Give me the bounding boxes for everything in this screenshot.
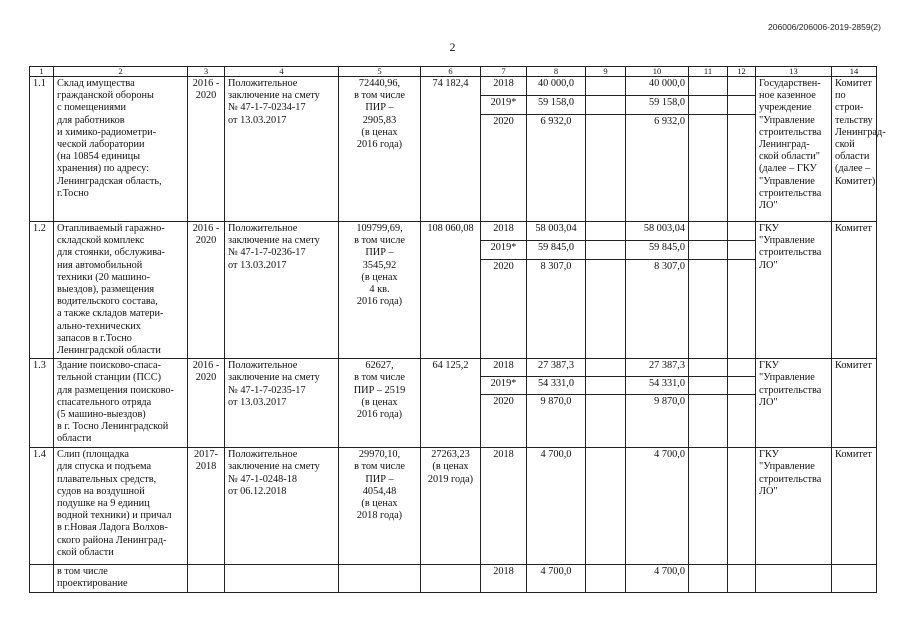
expert-conclusion: Положительное заключение на смету № 47-1-7-0236-17 от 13.03.2017	[225, 222, 339, 359]
construction-objects-table	[29, 66, 886, 593]
column-number: 3	[188, 67, 225, 77]
expert-conclusion: Положительное заключение на смету № 47-1-7-0234-17 от 13.03.2017	[225, 77, 339, 222]
row-number: 1.3	[30, 359, 54, 448]
empty-cell	[586, 260, 626, 359]
row-number: 1.4	[30, 448, 54, 565]
funding-amount: 6 932,0	[527, 115, 586, 222]
funding-year: 2018	[481, 448, 527, 565]
column-number: 10	[626, 67, 689, 77]
document-registration-number: 206006/206006-2019-2859(2)	[768, 22, 881, 32]
funding-year: 2018	[481, 222, 527, 241]
column-number: 8	[527, 67, 586, 77]
estimated-cost: 109799,69, в том числе ПИР – 3545,92 (в ценах 4 кв. 2016 года)	[339, 222, 421, 359]
col6-value: 108 060,08	[421, 222, 481, 359]
column-number: 1	[30, 67, 54, 77]
empty-cell	[586, 96, 626, 115]
customer: ГКУ "Управление строительства ЛО"	[756, 222, 832, 359]
construction-period: 2016 - 2020	[188, 77, 225, 222]
col10-amount: 40 000,0	[626, 77, 689, 96]
empty-cell	[689, 448, 728, 565]
col6-value: 74 182,4	[421, 77, 481, 222]
empty-cell	[586, 222, 626, 241]
customer: Государствен- ное казенное учреждение "Управление строительства Ленинград- ской области" (далее – ГКУ "Управление строительства ЛО"	[756, 77, 832, 222]
col6-value: 27263,23 (в ценах 2019 года)	[421, 448, 481, 565]
col10-amount: 58 003,04	[626, 222, 689, 241]
funding-year: 2018	[481, 77, 527, 96]
column-number: 7	[481, 67, 527, 77]
empty-cell	[586, 115, 626, 222]
empty-cell	[586, 395, 626, 448]
empty-cell	[728, 115, 756, 222]
funding-amount: 9 870,0	[527, 395, 586, 448]
col10-amount: 4 700,0	[626, 448, 689, 565]
column-number: 6	[421, 67, 481, 77]
funding-year: 2020	[481, 260, 527, 359]
empty-cell	[689, 241, 728, 260]
construction-period: 2017- 2018	[188, 448, 225, 565]
column-number-header-row	[30, 67, 877, 77]
row-number: 1.1	[30, 77, 54, 222]
empty-cell	[728, 377, 756, 395]
col10-amount: 27 387,3	[626, 359, 689, 377]
empty-cell	[689, 260, 728, 359]
empty-cell	[728, 260, 756, 359]
construction-period: 2016 - 2020	[188, 222, 225, 359]
col10-amount: 4 700,0	[626, 565, 689, 592]
empty-cell	[728, 448, 756, 565]
empty-cell	[225, 565, 339, 592]
object-name: Склад имущества гражданской обороны с помещениями для работников и химико-радиометри- ческой лаборатории (на 10854 единицы хранения) по адресу: Ленинградская область, г.Тосно	[54, 77, 188, 222]
col10-amount: 6 932,0	[626, 115, 689, 222]
row-number: 1.2	[30, 222, 54, 359]
funding-year: 2019*	[481, 377, 527, 395]
col10-amount: 8 307,0	[626, 260, 689, 359]
table-row	[30, 448, 877, 565]
customer: ГКУ "Управление строительства ЛО"	[756, 359, 832, 448]
funding-amount: 58 003,04	[527, 222, 586, 241]
construction-period: 2016 - 2020	[188, 359, 225, 448]
column-number: 5	[339, 67, 421, 77]
col10-amount: 54 331,0	[626, 377, 689, 395]
empty-cell	[339, 565, 421, 592]
expert-conclusion: Положительное заключение на смету № 47-1-7-0235-17 от 13.03.2017	[225, 359, 339, 448]
empty-cell	[728, 565, 756, 592]
table-row	[30, 359, 877, 377]
column-number: 14	[832, 67, 877, 77]
empty-cell	[728, 222, 756, 241]
col10-amount: 59 845,0	[626, 241, 689, 260]
empty-cell	[188, 565, 225, 592]
funding-amount: 59 845,0	[527, 241, 586, 260]
object-name: Слип (площадка для спуска и подъема плавательных средств, судов на воздушной подушке на 9 единиц водной техники) и причал в г.Новая Ладога Волхов- ского района Ленинград- ской области	[54, 448, 188, 565]
column-number: 12	[728, 67, 756, 77]
funding-year: 2019*	[481, 96, 527, 115]
empty-cell	[689, 115, 728, 222]
funding-amount: 4 700,0	[527, 448, 586, 565]
empty-cell	[421, 565, 481, 592]
column-number: 13	[756, 67, 832, 77]
col10-amount: 9 870,0	[626, 395, 689, 448]
funding-amount: 8 307,0	[527, 260, 586, 359]
empty-cell	[586, 565, 626, 592]
empty-cell	[586, 377, 626, 395]
empty-cell	[756, 565, 832, 592]
funding-amount: 40 000,0	[527, 77, 586, 96]
empty-cell	[689, 359, 728, 377]
col6-value: 64 125,2	[421, 359, 481, 448]
empty-cell	[689, 222, 728, 241]
object-name: Отапливаемый гаражно- складской комплекс для стоянки, обслужива- ния автомобильной техники (20 машино- выездов), размещения водительского состава, а также складов матери- ально-технических запасов в г.Тосно Ленинградской области	[54, 222, 188, 359]
empty-cell	[586, 359, 626, 377]
funding-amount: 27 387,3	[527, 359, 586, 377]
funding-year: 2018	[481, 359, 527, 377]
estimated-cost: 72440,96, в том числе ПИР – 2905,83 (в ценах 2016 года)	[339, 77, 421, 222]
executor: Комитет по строи- тельству Ленинград- ской области (далее – Комитет)	[832, 77, 877, 222]
column-number: 2	[54, 67, 188, 77]
empty-cell	[728, 359, 756, 377]
page-number: 2	[449, 40, 456, 54]
table-row	[30, 77, 877, 96]
table-subrow	[30, 565, 877, 592]
empty-cell	[586, 77, 626, 96]
empty-cell	[586, 448, 626, 565]
estimated-cost: 62627, в том числе ПИР – 2519 (в ценах 2016 года)	[339, 359, 421, 448]
empty-cell	[832, 565, 877, 592]
customer: ГКУ "Управление строительства ЛО"	[756, 448, 832, 565]
funding-year: 2018	[481, 565, 527, 592]
subrow-name: в том числе проектирование	[54, 565, 188, 592]
funding-amount: 59 158,0	[527, 96, 586, 115]
executor: Комитет	[832, 222, 877, 359]
funding-amount: 4 700,0	[527, 565, 586, 592]
funding-year: 2019*	[481, 241, 527, 260]
col10-amount: 59 158,0	[626, 96, 689, 115]
estimated-cost: 29970,10, в том числе ПИР – 4054,48 (в ценах 2018 года)	[339, 448, 421, 565]
funding-year: 2020	[481, 115, 527, 222]
funding-amount: 54 331,0	[527, 377, 586, 395]
empty-cell	[728, 96, 756, 115]
empty-cell	[689, 565, 728, 592]
object-name: Здание поисково-спаса- тельной станции (ПСС) для размещения поисково- спасательного отряда (5 машино-выездов) в г. Тосно Ленинградской области	[54, 359, 188, 448]
empty-cell	[689, 377, 728, 395]
empty-cell	[728, 395, 756, 448]
empty-cell	[689, 395, 728, 448]
empty-cell	[728, 241, 756, 260]
empty-cell	[689, 96, 728, 115]
empty-cell	[689, 77, 728, 96]
expert-conclusion: Положительное заключение на смету № 47-1-0248-18 от 06.12.2018	[225, 448, 339, 565]
empty-cell	[30, 565, 54, 592]
column-number: 4	[225, 67, 339, 77]
column-number: 9	[586, 67, 626, 77]
empty-cell	[586, 241, 626, 260]
table-row	[30, 222, 877, 241]
funding-year: 2020	[481, 395, 527, 448]
executor: Комитет	[832, 448, 877, 565]
empty-cell	[728, 77, 756, 96]
column-number: 11	[689, 67, 728, 77]
executor: Комитет	[832, 359, 877, 448]
